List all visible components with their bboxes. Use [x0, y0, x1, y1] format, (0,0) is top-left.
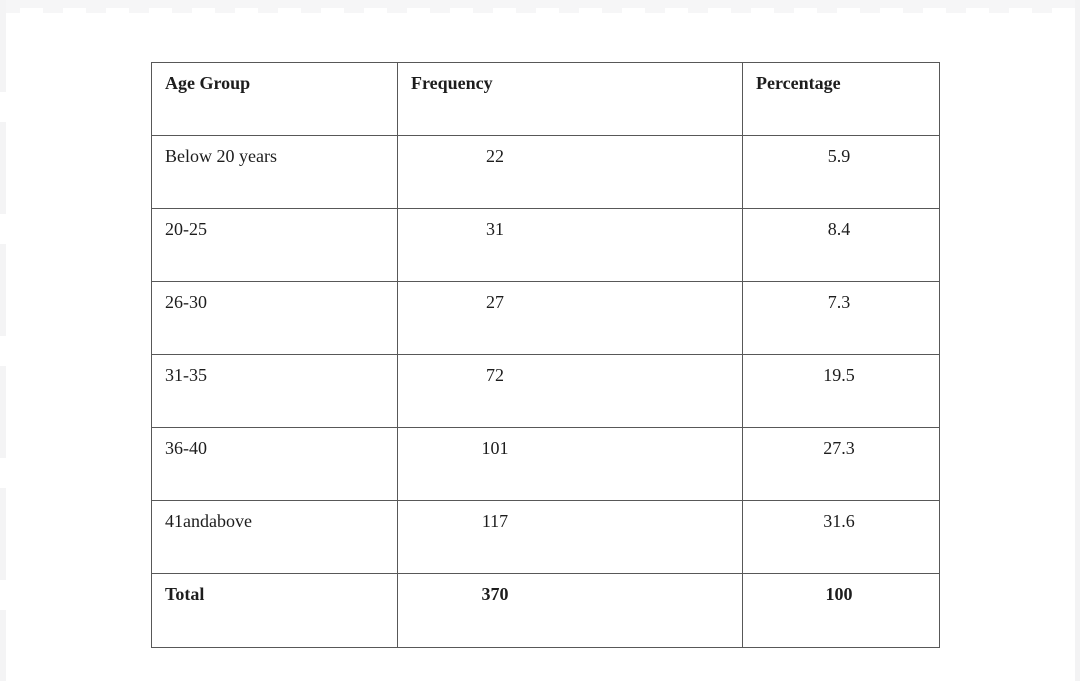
frequency-cell	[398, 282, 743, 355]
torn-top-edge	[0, 0, 1080, 8]
age-group-value: 26-30	[165, 292, 207, 312]
table-body	[152, 136, 940, 648]
frequency-value: 101	[481, 438, 509, 458]
frequency-value: 22	[486, 146, 504, 166]
percentage-cell	[743, 136, 940, 209]
table-header	[152, 63, 940, 136]
torn-left-edge	[0, 0, 6, 681]
table-row	[152, 428, 940, 501]
frequency-cell	[398, 501, 743, 574]
table-total-row	[152, 574, 940, 648]
age-group-value: 20-25	[165, 219, 207, 239]
table-row	[152, 501, 940, 574]
age-group-cell	[152, 355, 398, 428]
frequency-value: 31	[486, 219, 504, 239]
frequency-value: 72	[486, 365, 504, 385]
total-percentage-value: 100	[825, 584, 853, 604]
age-group-cell	[152, 428, 398, 501]
column-header-percentage	[743, 63, 940, 136]
column-header-frequency-label: Frequency	[411, 73, 493, 93]
column-header-age-group	[152, 63, 398, 136]
age-group-cell	[152, 136, 398, 209]
frequency-value: 27	[486, 292, 504, 312]
percentage-value: 27.3	[823, 438, 855, 458]
torn-right-edge	[1075, 0, 1080, 681]
total-frequency-value: 370	[481, 584, 509, 604]
table-header-row	[152, 63, 940, 136]
table-row	[152, 136, 940, 209]
total-percentage-cell	[743, 574, 940, 648]
frequency-value: 117	[481, 511, 509, 531]
column-header-percentage-label: Percentage	[756, 73, 841, 93]
frequency-cell	[398, 209, 743, 282]
column-header-frequency	[398, 63, 743, 136]
age-group-cell	[152, 209, 398, 282]
percentage-cell	[743, 501, 940, 574]
frequency-cell	[398, 136, 743, 209]
percentage-value: 7.3	[827, 292, 851, 312]
percentage-cell	[743, 282, 940, 355]
torn-top-edge-teeth	[0, 8, 1080, 13]
table-row	[152, 355, 940, 428]
age-group-value: Below 20 years	[165, 146, 277, 166]
table-row	[152, 282, 940, 355]
frequency-cell	[398, 355, 743, 428]
age-group-value: 41andabove	[165, 511, 252, 531]
percentage-value: 8.4	[827, 219, 851, 239]
table-row	[152, 209, 940, 282]
percentage-cell	[743, 209, 940, 282]
total-frequency-cell	[398, 574, 743, 648]
percentage-cell	[743, 428, 940, 501]
column-header-age-group-label: Age Group	[165, 73, 251, 93]
frequency-table	[151, 62, 940, 648]
percentage-value: 31.6	[823, 511, 855, 531]
age-group-value: 31-35	[165, 365, 207, 385]
age-group-value: 36-40	[165, 438, 207, 458]
total-label-cell	[152, 574, 398, 648]
age-group-cell	[152, 282, 398, 355]
total-label: Total	[165, 584, 205, 604]
percentage-value: 5.9	[827, 146, 851, 166]
frequency-cell	[398, 428, 743, 501]
percentage-value: 19.5	[823, 365, 855, 385]
age-group-cell	[152, 501, 398, 574]
percentage-cell	[743, 355, 940, 428]
